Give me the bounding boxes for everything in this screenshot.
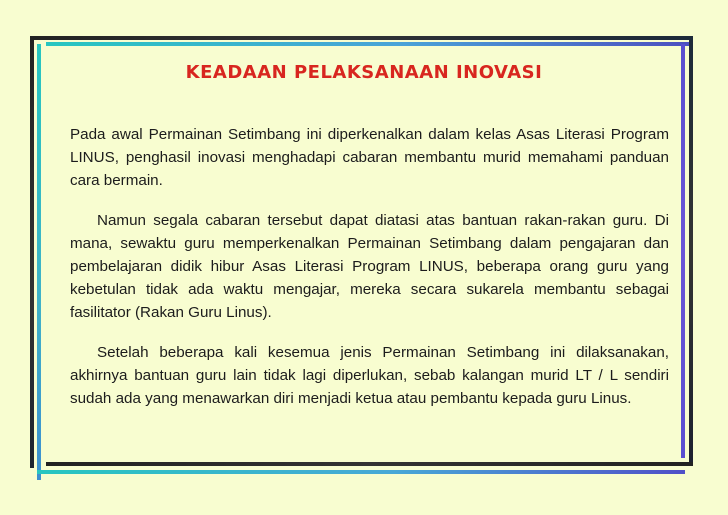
- frame-top-dark-bar: [30, 36, 690, 40]
- frame-right-dark-bar: [689, 36, 693, 462]
- frame-bottom-dark-bar: [46, 462, 693, 466]
- frame-left-cyan-bar: [37, 44, 41, 480]
- frame-right-blue-bar: [681, 44, 685, 458]
- paragraph-1: Pada awal Permainan Setimbang ini diperkenalkan dalam kelas Asas Literasi Program LINUS, penghasil inovasi menghadapi cabaran membantu murid memahami panduan cara bermain.: [70, 126, 669, 189]
- paragraph-2: Namun segala cabaran tersebut dapat diatasi atas bantuan rakan-rakan guru. Di mana, sewaktu guru memperkenalkan Permainan Setimbang dalam pengajaran dan pembelajaran didik hibur Asas Literasi Program LINUS, beberapa orang guru yang kebetulan tidak ada waktu mengajar, mereka secara sukarela membantu sebagai fasilitator (Rakan Guru Linus).: [70, 212, 669, 321]
- page-title: KEADAAN PELAKSANAAN INOVASI: [185, 62, 543, 83]
- frame-bottom-cyan-bar: [37, 470, 685, 474]
- paragraph-3: Setelah beberapa kali kesemua jenis Permainan Setimbang ini dilaksanakan, akhirnya bantuan guru lain tidak lagi diperlukan, sebab kalangan murid LT / L sendiri sudah ada yang menawarkan diri menjadi ketua atau pembantu kepada guru Linus.: [70, 344, 669, 407]
- frame-top-cyan-bar: [46, 42, 690, 46]
- frame-left-dark-bar: [30, 36, 34, 468]
- body-text: [70, 123, 669, 427]
